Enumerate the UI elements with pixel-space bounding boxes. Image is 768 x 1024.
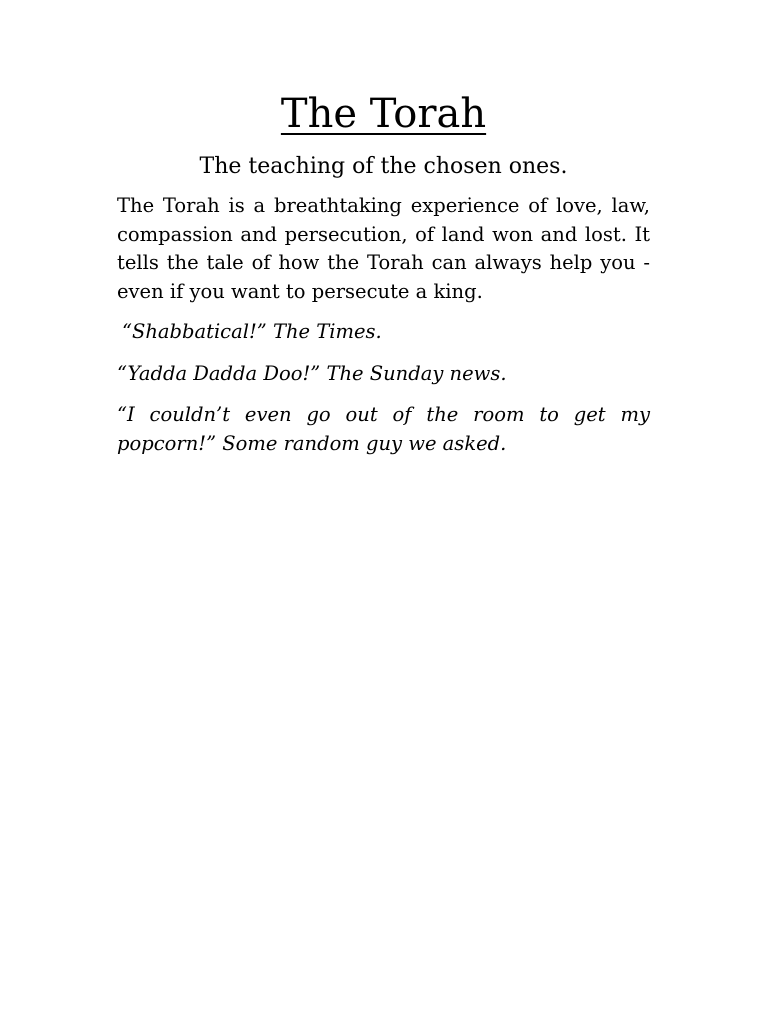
page-title: The Torah bbox=[280, 91, 487, 137]
review-quote-sunday-news: “Yadda Dadda Doo!” The Sunday news. bbox=[117, 361, 507, 385]
description-paragraph: The Torah is a breathtaking experience of love, law, compassion and persecution, of land won and lost. It tells the tale of how the Torah can always help you - even if you want to persecute a king. bbox=[117, 194, 650, 303]
review-quote-times: “Shabbatical!” The Times. bbox=[122, 320, 382, 343]
document-page bbox=[117, 88, 650, 458]
page-subtitle: The teaching of the chosen ones. bbox=[199, 154, 568, 179]
review-quote-random-guy: “I couldn’t even go out of the room to get my popcorn!” Some random guy we asked. bbox=[117, 403, 650, 455]
